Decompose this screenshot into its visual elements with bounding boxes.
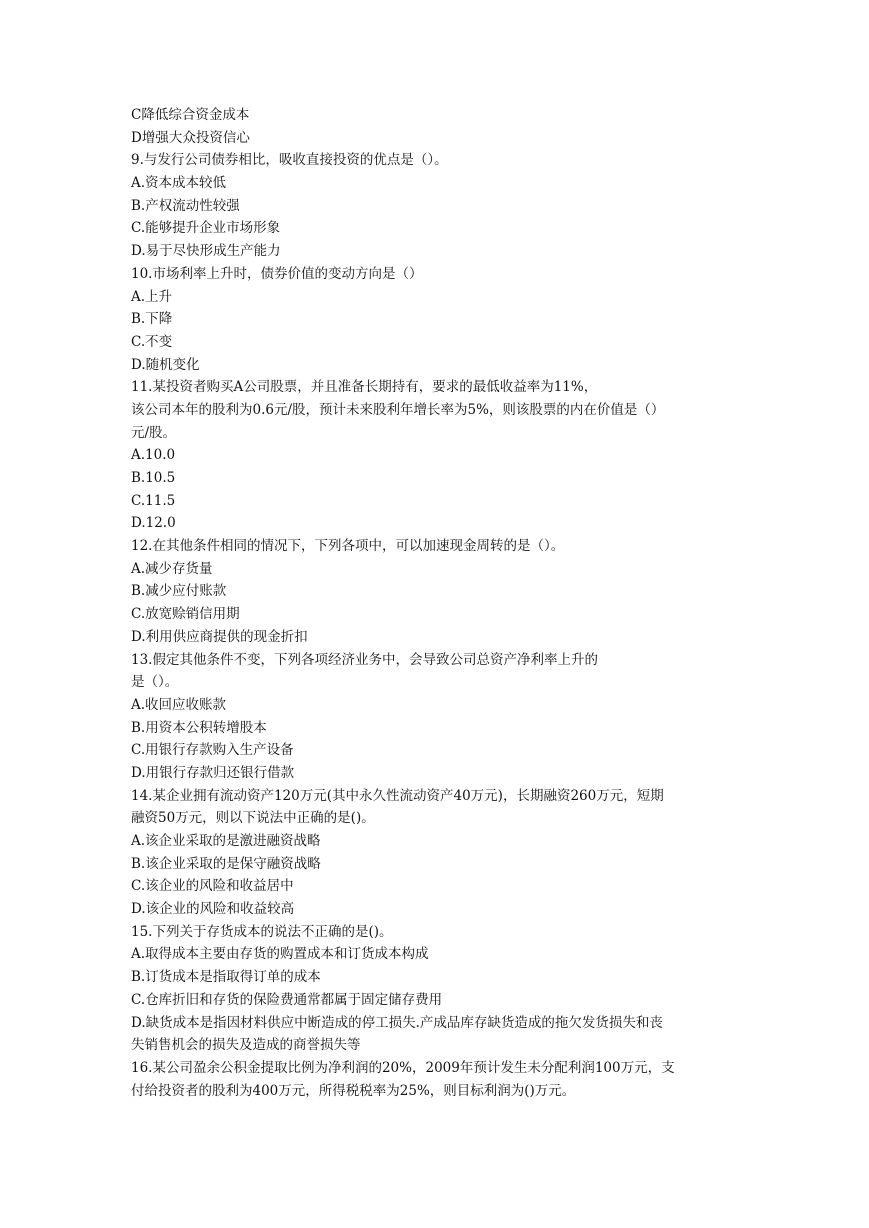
document-body (131, 104, 741, 1102)
option-line: B.订货成本是指取得订单的成本 (131, 969, 321, 986)
question-line: 是（）。 (131, 674, 179, 691)
question-line: 11.某投资者购买A公司股票，并且准备长期持有，要求的最低收益率为11%， (131, 379, 598, 396)
option-line: 失销售机会的损失及造成的商誉损失等 (131, 1037, 361, 1054)
question-line: 融资50万元，则以下说法中正确的是()。 (131, 810, 375, 827)
option-line: A.上升 (131, 288, 173, 305)
option-line: D.该企业的风险和收益较高 (131, 901, 295, 918)
question-line: 付给投资者的股利为400万元，所得税税率为25%，则目标利润为()万元。 (131, 1082, 576, 1099)
option-line: A.该企业采取的是激进融资战略 (131, 833, 321, 849)
option-line: C.放宽赊销信用期 (131, 606, 240, 623)
option-line: D增强大众投资信心 (131, 129, 250, 146)
option-line: D.用银行存款归还银行借款 (131, 764, 295, 781)
option-line: B.该企业采取的是保守融资战略 (131, 855, 321, 872)
option-line: A.减少存货量 (131, 560, 213, 577)
option-line: C降低综合资金成本 (131, 107, 250, 123)
question-line: 元/股。 (131, 424, 177, 441)
option-line: A.10.0 (131, 447, 176, 464)
option-line: D.易于尽快形成生产能力 (131, 243, 281, 260)
option-line: D.缺货成本是指因材料供应中断造成的停工损失.产成品库存缺货造成的拖欠发货损失和丧 (131, 1014, 663, 1031)
question-line: 9.与发行公司债券相比，吸收直接投资的优点是（）。 (131, 152, 448, 169)
question-line: 16.某公司盈余公积金提取比例为净利润的20%，2009年预计发生未分配利润100万元，支 (131, 1059, 675, 1076)
question-line: 12.在其他条件相同的情况下，下列各项中，可以加速现金周转的是（）。 (131, 538, 565, 555)
option-line: C.仓库折旧和存货的保险费通常都属于固定储存费用 (131, 991, 443, 1008)
option-line: C.该企业的风险和收益居中 (131, 878, 294, 895)
question-line: 13.假定其他条件不变，下列各项经济业务中，会导致公司总资产净利率上升的 (131, 651, 598, 668)
option-line: D.12.0 (131, 515, 176, 532)
option-line: B.减少应付账款 (131, 583, 227, 600)
option-line: B.产权流动性较强 (131, 197, 240, 214)
question-line: 14.某企业拥有流动资产120万元(其中永久性流动资产40万元)，长期融资260万元，短期 (131, 787, 664, 804)
option-line: C.不变 (131, 333, 173, 350)
option-line: D.利用供应商提供的现金折扣 (131, 628, 308, 645)
option-line: C.11.5 (131, 492, 176, 509)
question-line: 10.市场利率上升时，债券价值的变动方向是（） (131, 265, 423, 282)
option-line: B.10.5 (131, 470, 176, 486)
option-line: D.随机变化 (131, 356, 200, 373)
option-line: C.能够提升企业市场形象 (131, 220, 281, 237)
option-line: B.用资本公积转增股本 (131, 719, 267, 736)
option-line: A.资本成本较低 (131, 175, 227, 192)
option-line: B.下降 (131, 311, 173, 328)
option-line: A.取得成本主要由存货的购置成本和订货成本构成 (131, 946, 429, 963)
option-line: C.用银行存款购入生产设备 (131, 742, 294, 759)
question-line: 该公司本年的股利为0.6元/股，预计未来股利年增长率为5%，则该股票的内在价值是（） (131, 401, 665, 418)
option-line: A.收回应收账款 (131, 696, 227, 713)
question-line: 15.下列关于存货成本的说法不正确的是()。 (131, 923, 393, 940)
